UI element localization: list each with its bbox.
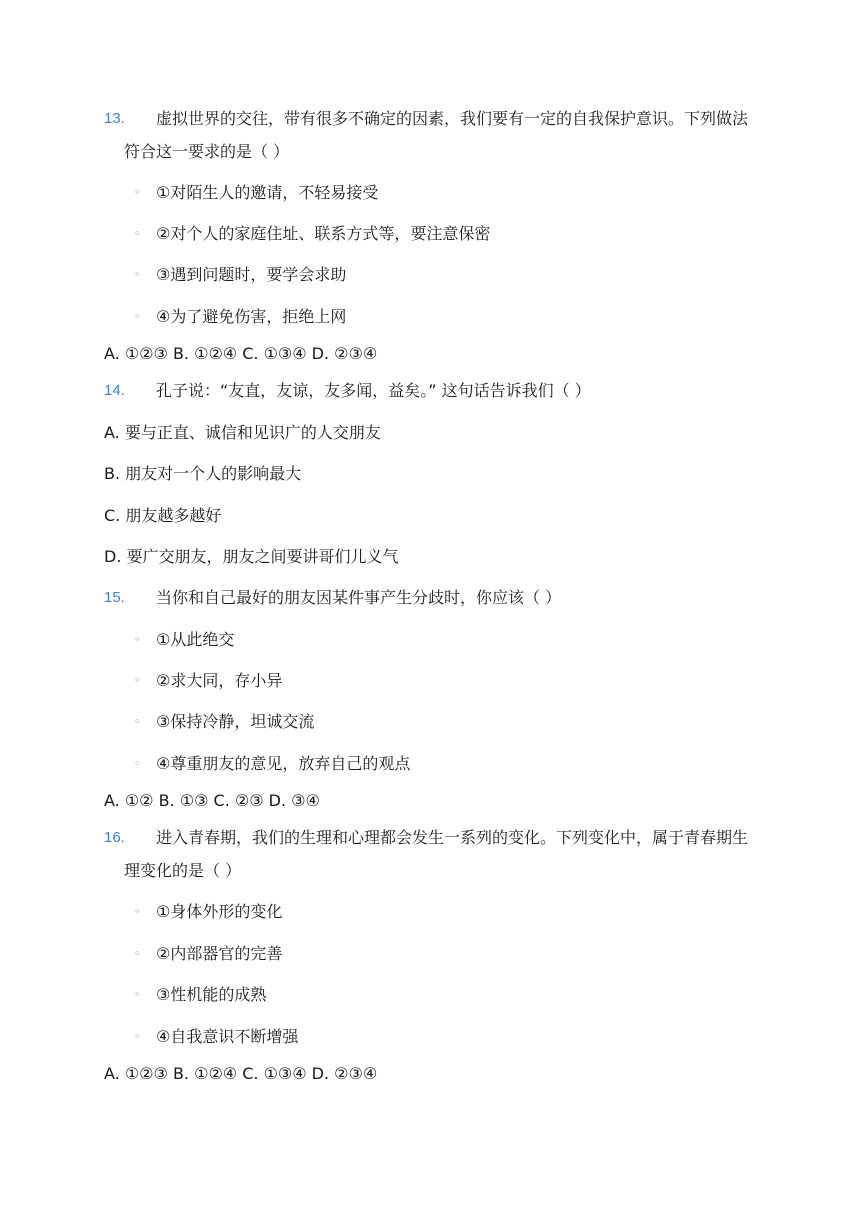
answer-choices: A. ①② B. ①③ C. ②③ D. ③④	[104, 791, 320, 810]
bullet-icon: ◦	[134, 268, 141, 281]
answer-choices: A. ①②③ B. ①②④ C. ①③④ D. ②③④	[104, 344, 378, 363]
item-text: ③遇到问题时，要学会求助	[156, 265, 347, 284]
question-stem-text: 理变化的是（ ）	[124, 861, 242, 880]
bullet-icon: ◦	[134, 905, 141, 918]
bullet-icon: ◦	[134, 947, 141, 960]
question-stem-text: 进入青春期，我们的生理和心理都会发生一系列的变化。下列变化中，属于青春期生	[156, 828, 749, 847]
question-number: 13.	[104, 110, 125, 127]
question-stem-text: 虚拟世界的交往，带有很多不确定的因素，我们要有一定的自我保护意识。下列做法	[156, 109, 749, 128]
option-text: D. 要广交朋友，朋友之间要讲哥们儿义气	[104, 547, 399, 566]
question-number: 16.	[104, 829, 125, 846]
bullet-icon: ◦	[134, 310, 141, 323]
item-text: ④为了避免伤害，拒绝上网	[156, 307, 347, 326]
item-text: ①对陌生人的邀请，不轻易接受	[156, 183, 379, 202]
item-text: ③性机能的成熟	[156, 985, 267, 1004]
option-text: A. 要与正直、诚信和见识广的人交朋友	[104, 423, 381, 442]
question-stem-text: 符合这一要求的是（ ）	[124, 142, 290, 161]
bullet-icon: ◦	[134, 674, 141, 687]
answer-choices: A. ①②③ B. ①②④ C. ①③④ D. ②③④	[104, 1064, 378, 1083]
question-stem-text: 当你和自己最好的朋友因某件事产生分歧时，你应该（ ）	[156, 588, 562, 607]
question-number: 15.	[104, 589, 125, 606]
item-text: ②对个人的家庭住址、联系方式等，要注意保密	[156, 224, 491, 243]
item-text: ①身体外形的变化	[156, 902, 283, 921]
question-stem-text: 孔子说：“友直，友谅，友多闻，益矣。” 这句话告诉我们（ ）	[156, 381, 591, 400]
question-number: 14.	[104, 382, 125, 399]
item-text: ②求大同，存小异	[156, 671, 283, 690]
bullet-icon: ◦	[134, 988, 141, 1001]
item-text: ④自我意识不断增强	[156, 1027, 299, 1046]
item-text: ④尊重朋友的意见，放弃自己的观点	[156, 754, 411, 773]
bullet-icon: ◦	[134, 715, 141, 728]
bullet-icon: ◦	[134, 633, 141, 646]
item-text: ①从此绝交	[156, 630, 235, 649]
bullet-icon: ◦	[134, 186, 141, 199]
option-text: C. 朋友越多越好	[104, 506, 222, 525]
item-text: ②内部器官的完善	[156, 944, 283, 963]
bullet-icon: ◦	[134, 227, 141, 240]
option-text: B. 朋友对一个人的影响最大	[104, 464, 302, 483]
bullet-icon: ◦	[134, 757, 141, 770]
item-text: ③保持冷静，坦诚交流	[156, 712, 315, 731]
bullet-icon: ◦	[134, 1030, 141, 1043]
